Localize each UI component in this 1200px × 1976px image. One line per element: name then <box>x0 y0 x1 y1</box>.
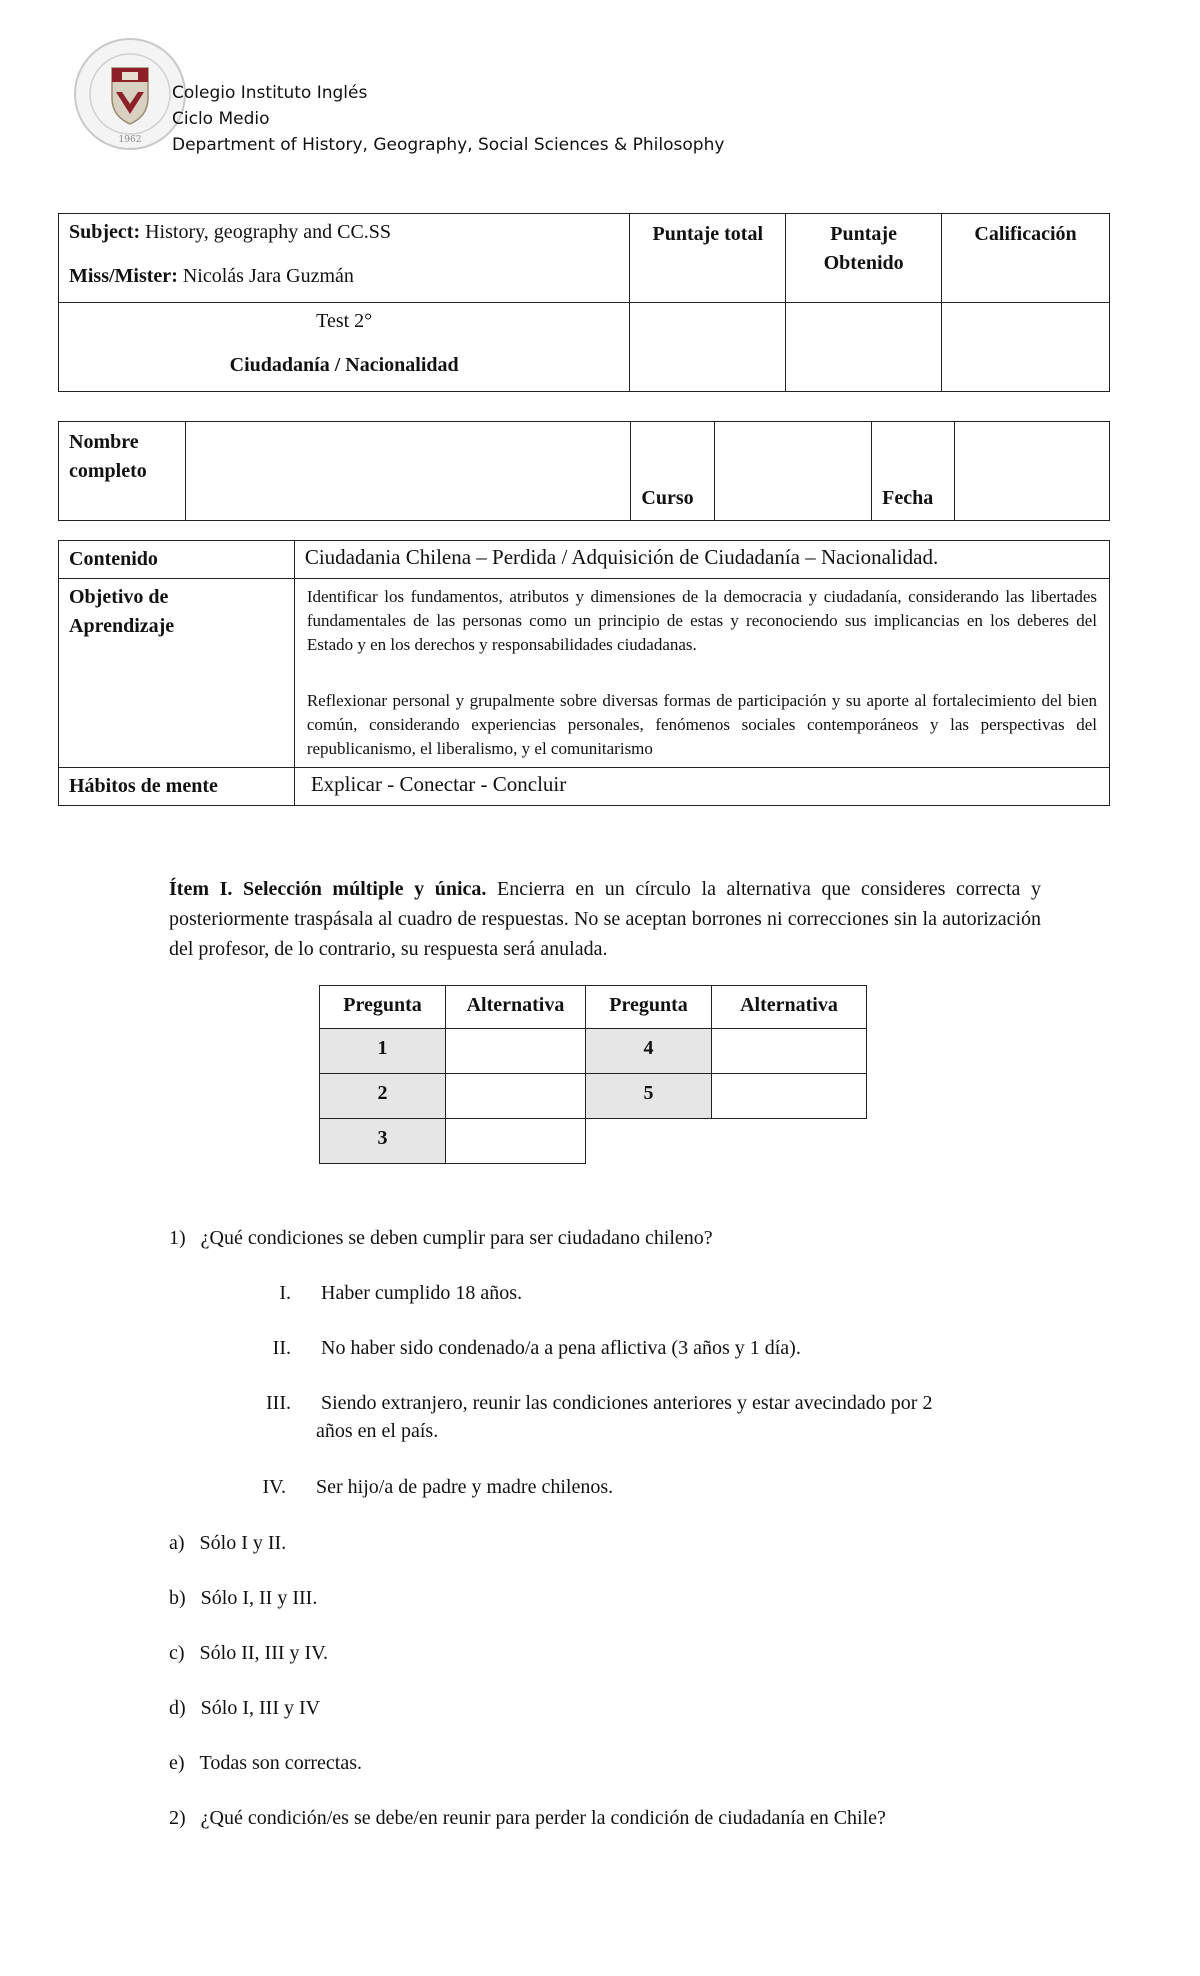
answer-question-number: 1 <box>320 1029 446 1074</box>
puntaje-obtenido-field[interactable] <box>786 303 942 392</box>
teacher-label: Miss/Mister: <box>69 265 178 287</box>
test-title-cell <box>59 303 630 392</box>
answer-header-alternativa: Alternativa <box>446 986 586 1029</box>
answer-question-number: 3 <box>320 1119 446 1164</box>
item-title: Ítem I. Selección múltiple y única. <box>169 878 487 900</box>
item-instructions <box>169 874 1041 964</box>
puntaje-total-header: Puntaje total <box>630 214 786 303</box>
subject-value: History, geography and CC.SS <box>145 221 392 243</box>
question-2: 2) ¿Qué condición/es se debe/en reunir para perder la condición de ciudadanía en Chile? <box>169 1807 886 1829</box>
option-c[interactable]: c) Sólo II, III y IV. <box>169 1642 329 1664</box>
answer-table <box>319 985 867 1164</box>
answer-field[interactable] <box>712 1029 867 1074</box>
test-info-table <box>58 213 1110 392</box>
fecha-label: Fecha <box>872 422 955 521</box>
habitos-label: Hábitos de mente <box>59 768 295 806</box>
answer-question-number: 2 <box>320 1074 446 1119</box>
puntaje-total-field[interactable] <box>630 303 786 392</box>
condition-item: IV. Ser hijo/a de padre y madre chilenos. <box>262 1476 614 1498</box>
department-name: Department of History, Geography, Social Sciences & Philosophy <box>172 135 725 155</box>
nombre-field[interactable] <box>185 422 630 521</box>
habitos-value: Explicar - Conectar - Concluir <box>294 768 1109 806</box>
puntaje-obtenido-header: Puntaje Obtenido <box>786 214 942 303</box>
subject-cell <box>59 214 630 303</box>
objetivo-label: Objetivo de Aprendizaje <box>59 579 295 768</box>
condition-item: I. Haber cumplido 18 años. <box>279 1282 523 1304</box>
curso-field[interactable] <box>715 422 872 521</box>
content-table <box>58 540 1110 806</box>
teacher-value: Nicolás Jara Guzmán <box>182 265 354 287</box>
calificacion-field[interactable] <box>942 303 1110 392</box>
contenido-label: Contenido <box>59 541 295 579</box>
question-1: 1) ¿Qué condiciones se deben cumplir para ser ciudadano chileno? <box>169 1227 713 1249</box>
nombre-label: Nombre completo <box>59 422 186 521</box>
question-1-text: ¿Qué condiciones se deben cumplir para ser ciudadano chileno? <box>200 1227 713 1249</box>
answer-question-number: 5 <box>586 1074 712 1119</box>
question-2-text: ¿Qué condición/es se debe/en reunir para perder la condición de ciudadanía en Chile? <box>200 1807 886 1829</box>
objetivo-value <box>294 579 1109 768</box>
curso-label: Curso <box>631 422 715 521</box>
answer-header-pregunta: Pregunta <box>586 986 712 1029</box>
letterhead <box>72 36 772 156</box>
answer-field[interactable] <box>446 1119 586 1164</box>
option-a[interactable]: a) Sólo I y II. <box>169 1532 287 1554</box>
school-level: Ciclo Medio <box>172 109 270 129</box>
objetivo-paragraph-2: Reflexionar personal y grupalmente sobre diversas formas de participación y su aporte al fortalecimiento del bien común, considerando experiencias personales, fenómenos sociales contemporáneos y las perspectivas del republicanismo, el liberalismo, y el comunitarismo <box>306 691 1097 758</box>
svg-text:1962: 1962 <box>118 135 142 145</box>
answer-header-alternativa: Alternativa <box>712 986 867 1029</box>
condition-item: II. No haber sido condenado/a a pena aflictiva (3 años y 1 día). <box>272 1337 801 1359</box>
school-name: Colegio Instituto Inglés <box>172 83 368 103</box>
answer-header-pregunta: Pregunta <box>320 986 446 1029</box>
condition-item: III. Siendo extranjero, reunir las condiciones anteriores y estar avecindado por 2 años en el país. <box>266 1392 933 1442</box>
answer-field[interactable] <box>446 1029 586 1074</box>
student-info-table <box>58 421 1110 521</box>
school-crest-logo <box>72 36 188 152</box>
test-topic: Ciudadanía / Nacionalidad <box>229 354 459 376</box>
answer-question-number: 4 <box>586 1029 712 1074</box>
objetivo-paragraph-1: Identificar los fundamentos, atributos y dimensiones de la democracia y ciudadanía, considerando las libertades fundamentales de las personas como un principio de estas y reconociendo sus implicancias en los deberes del Estado y en los derechos y responsabilidades ciudadanas. <box>306 587 1097 654</box>
item-instructions-text: Encierra en un círculo la alternativa que consideres correcta y posteriormente traspásala al cuadro de respuestas. No se aceptan borrones ni correcciones sin la autorización del profesor, de lo contrario, su respuesta será anulada. <box>169 878 1041 960</box>
option-b[interactable]: b) Sólo I, II y III. <box>169 1587 318 1609</box>
subject-label: Subject: <box>69 221 141 243</box>
option-d[interactable]: d) Sólo I, III y IV <box>169 1697 321 1719</box>
fecha-field[interactable] <box>955 422 1110 521</box>
calificacion-header: Calificación <box>942 214 1110 303</box>
answer-field[interactable] <box>712 1074 867 1119</box>
contenido-value: Ciudadania Chilena – Perdida / Adquisición de Ciudadanía – Nacionalidad. <box>294 541 1109 579</box>
option-e[interactable]: e) Todas son correctas. <box>169 1752 362 1774</box>
answer-field[interactable] <box>446 1074 586 1119</box>
test-number: Test 2° <box>316 310 373 332</box>
